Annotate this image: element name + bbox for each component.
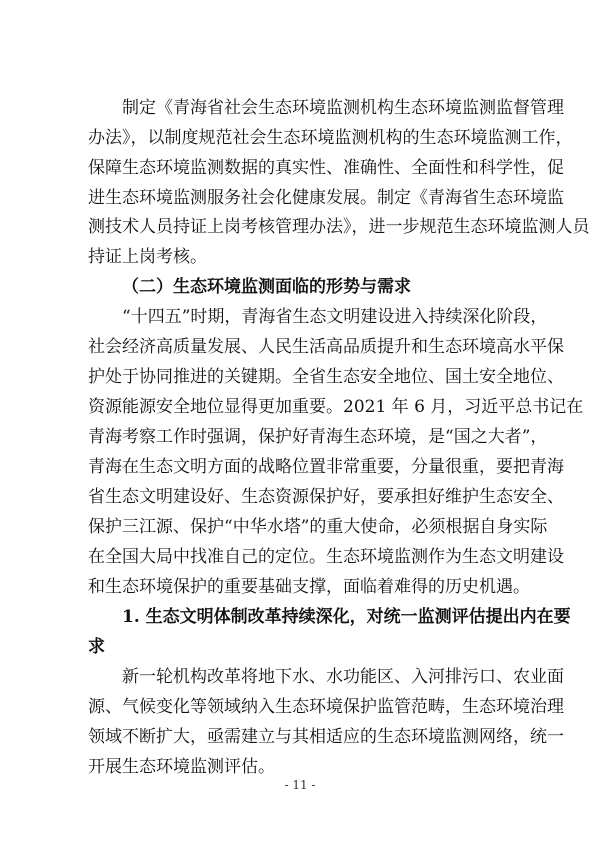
body-text-line: 领域不断扩大，亟需建立与其相适应的生态环境监测网络，统一	[88, 727, 564, 747]
body-text-line: 青海在生态文明方面的战略位置非常重要，分量很重，要把青海	[88, 457, 564, 477]
page-number: - 11 -	[284, 778, 316, 792]
body-text-line: 保护三江源、保护“中华水塔”的重大使命，必须根据自身实际	[88, 517, 548, 537]
item-heading-line: 1. 生态文明体制改革持续深化，对统一监测评估提出内在要	[122, 607, 571, 627]
body-text-line: 制定《青海省社会生态环境监测机构生态环境监测监督管理	[122, 98, 564, 118]
body-text-line: 办法》，以制度规范社会生态环境监测机构的生态环境监测工作，	[88, 128, 573, 148]
body-text-line: 持证上岗考核。	[88, 247, 207, 267]
body-text-line: 社会经济高质量发展、人民生活高品质提升和生态环境高水平保	[88, 337, 564, 357]
body-text-line: 和生态环境保护的重要基础支撑，面临着难得的历史机遇。	[88, 577, 530, 597]
body-text-line: 进生态环境监测服务社会化健康发展。制定《青海省生态环境监	[88, 188, 564, 208]
body-text-line: 开展生态环境监测评估。	[88, 757, 275, 777]
body-text-line: 资源能源安全地位显得更加重要。2021 年 6 月，习近平总书记在	[88, 397, 584, 417]
body-text-line: 青海考察工作时强调，保护好青海生态环境，是“国之大者”，	[88, 427, 548, 447]
body-text-line: “十四五”时期，青海省生态文明建设进入持续深化阶段，	[122, 307, 548, 327]
body-text-line: 新一轮机构改革将地下水、水功能区、入河排污口、农业面	[122, 667, 564, 687]
section-heading: （二）生态环境监测面临的形势与需求	[122, 277, 411, 297]
body-text-line: 省生态文明建设好、生态资源保护好，要承担好维护生态安全、	[88, 487, 564, 507]
body-text-line: 在全国大局中找准自己的定位。生态环境监测作为生态文明建设	[88, 547, 564, 567]
item-heading-line: 求	[88, 637, 105, 657]
body-text-line: 护处于协同推进的关键期。全省生态安全地位、国土安全地位、	[88, 367, 564, 387]
body-text-line: 保障生态环境监测数据的真实性、准确性、全面性和科学性，促	[88, 158, 564, 178]
body-text-line: 源、气候变化等领域纳入生态环境保护监管范畴，生态环境治理	[88, 697, 564, 717]
body-text-line: 测技术人员持证上岗考核管理办法》，进一步规范生态环境监测人员	[88, 217, 590, 237]
